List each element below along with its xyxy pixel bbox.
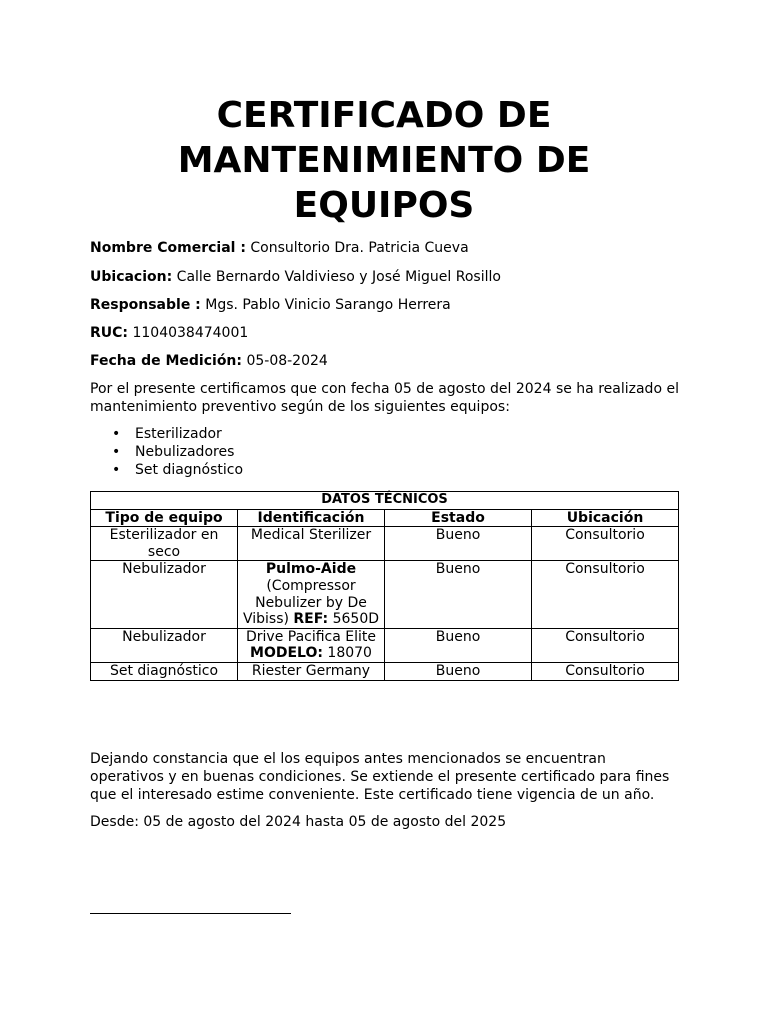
table-row — [91, 628, 679, 662]
field-label: RUC: — [90, 325, 129, 341]
cell-type: Esterilizador en seco — [91, 527, 238, 561]
cell-state: Bueno — [385, 527, 532, 561]
cell-location: Consultorio — [532, 561, 679, 628]
validity-text: Desde: 05 de agosto del 2024 hasta 05 de agosto del 2025 — [90, 814, 507, 830]
cell-identification: Pulmo-Aide (Compressor Nebulizer by De Vibiss) REF: 5650D — [238, 561, 385, 628]
field-value: Mgs. Pablo Vinicio Sarango Herrera — [205, 297, 451, 313]
table-row — [91, 527, 679, 561]
field-value: Consultorio Dra. Patricia Cueva — [250, 240, 469, 256]
field-value: Calle Bernardo Valdivieso y José Miguel Rosillo — [176, 269, 501, 285]
column-header: Identificación — [238, 509, 385, 527]
document-title: CERTIFICADO DE MANTENIMIENTO DE EQUIPOS — [177, 95, 591, 226]
column-header: Ubicación — [532, 509, 679, 527]
cell-location: Consultorio — [532, 662, 679, 680]
field-label: Fecha de Medición: — [90, 353, 242, 369]
field-nombre-comercial — [90, 239, 469, 257]
cell-identification: Drive Pacifica Elite MODELO: 18070 — [238, 628, 385, 662]
field-ruc — [90, 324, 248, 342]
table-row — [91, 561, 679, 628]
field-label: Responsable : — [90, 297, 201, 313]
equipment-list — [90, 425, 243, 479]
cell-location: Consultorio — [532, 628, 679, 662]
table-caption: DATOS TÉCNICOS — [91, 492, 679, 510]
column-header: Tipo de equipo — [91, 509, 238, 527]
signature-line — [90, 913, 291, 914]
cell-identification: Riester Germany — [238, 662, 385, 680]
cell-type: Set diagnóstico — [91, 662, 238, 680]
cell-state: Bueno — [385, 628, 532, 662]
technical-data-table — [90, 491, 679, 681]
table-row — [91, 662, 679, 680]
cell-type: Nebulizador — [91, 628, 238, 662]
list-item: • Esterilizador — [112, 426, 222, 442]
intro-paragraph: Por el presente certificamos que con fecha 05 de agosto del 2024 se ha realizado el mantenimiento preventivo según de los siguientes equipos: — [90, 381, 679, 415]
field-ubicacion — [90, 268, 501, 286]
field-label: Nombre Comercial : — [90, 240, 246, 256]
field-label: Ubicacion: — [90, 269, 173, 285]
list-item: • Nebulizadores — [112, 444, 235, 460]
field-fecha-medicion — [90, 352, 328, 370]
list-item: • Set diagnóstico — [112, 462, 244, 478]
cell-location: Consultorio — [532, 527, 679, 561]
field-value: 05-08-2024 — [246, 353, 328, 369]
cell-state: Bueno — [385, 561, 532, 628]
cell-state: Bueno — [385, 662, 532, 680]
bullet-icon: • — [112, 444, 121, 460]
field-value: 1104038474001 — [132, 325, 249, 341]
field-responsable — [90, 296, 451, 314]
closing-paragraph: Dejando constancia que el los equipos antes mencionados se encuentran operativos y en buenas condiciones. Se extiende el presente certificado para fines que el interesado estime conveniente. Este certificado tiene vigencia de un año. — [90, 751, 670, 803]
bullet-icon: • — [112, 462, 121, 478]
cell-identification: Medical Sterilizer — [238, 527, 385, 561]
bullet-icon: • — [112, 426, 121, 442]
column-header: Estado — [385, 509, 532, 527]
cell-type: Nebulizador — [91, 561, 238, 628]
